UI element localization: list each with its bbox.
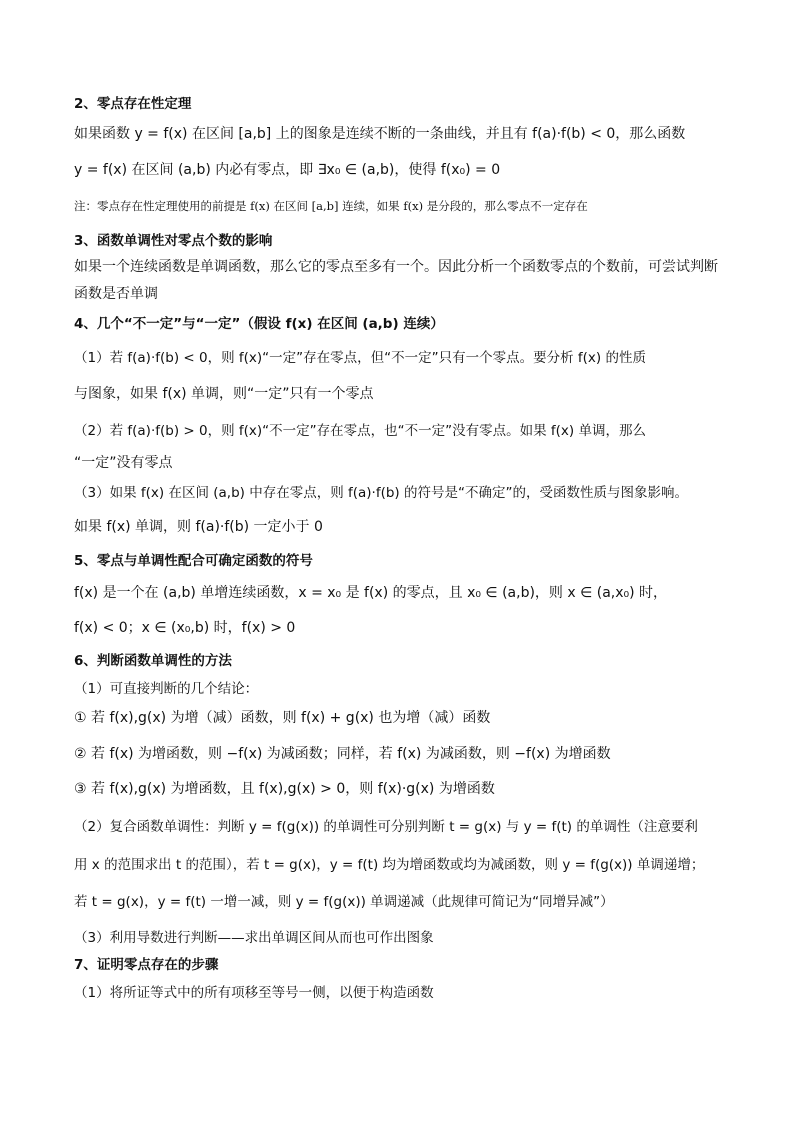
paragraph-line: 如果一个连续函数是单调函数，那么它的零点至多有一个。因此分析一个函数零点的个数前，可尝试判断 bbox=[74, 259, 718, 275]
paragraph-line: 函数是否单调 bbox=[74, 286, 158, 302]
paragraph-line: （2）若 f(a)·f(b) > 0，则 f(x)“不一定”存在零点，也“不一定”没有零点。如果 f(x) 单调，那么 bbox=[74, 423, 646, 439]
section-heading-6: 6、判断函数单调性的方法 bbox=[74, 653, 232, 669]
paragraph-line: 与图象，如果 f(x) 单调，则“一定”只有一个零点 bbox=[74, 386, 374, 402]
paragraph-line: ① 若 f(x),g(x) 为增（减）函数，则 f(x) + g(x) 也为增（减）函数 bbox=[74, 710, 491, 726]
paragraph-line: （3）利用导数进行判断——求出单调区间从而也可作出图象 bbox=[74, 930, 434, 946]
section-heading-4: 4、几个“不一定”与“一定”（假设 f(x) 在区间 (a,b) 连续） bbox=[74, 316, 444, 332]
section-heading-5: 5、零点与单调性配合可确定函数的符号 bbox=[74, 553, 313, 569]
paragraph-line: y = f(x) 在区间 (a,b) 内必有零点，即 ∃x₀ ∈ (a,b)，使得 f(x₀) = 0 bbox=[74, 162, 501, 178]
section-heading-2: 2、零点存在性定理 bbox=[74, 96, 192, 112]
paragraph-line: f(x) 是一个在 (a,b) 单增连续函数，x = x₀ 是 f(x) 的零点，且 x₀ ∈ (a,b)，则 x ∈ (a,x₀) 时， bbox=[74, 585, 668, 601]
section-heading-7: 7、证明零点存在的步骤 bbox=[74, 957, 219, 973]
paragraph-line: （1）若 f(a)·f(b) < 0，则 f(x)“一定”存在零点，但“不一定”只有一个零点。要分析 f(x) 的性质 bbox=[74, 350, 646, 366]
paragraph-line: ② 若 f(x) 为增函数，则 −f(x) 为减函数；同样，若 f(x) 为减函数，则 −f(x) 为增函数 bbox=[74, 746, 611, 762]
paragraph-line: 如果函数 y = f(x) 在区间 [a,b] 上的图象是连续不断的一条曲线，并且有 f(a)·f(b) < 0，那么函数 bbox=[74, 126, 686, 142]
paragraph-line: 若 t = g(x)，y = f(t) 一增一减，则 y = f(g(x)) 单调递减（此规律可简记为“同增异减”） bbox=[74, 894, 614, 910]
paragraph-line: ③ 若 f(x),g(x) 为增函数，且 f(x),g(x) > 0，则 f(x)·g(x) 为增函数 bbox=[74, 781, 495, 797]
paragraph-line: 如果 f(x) 单调，则 f(a)·f(b) 一定小于 0 bbox=[74, 519, 323, 535]
paragraph-line: f(x) < 0；x ∈ (x₀,b) 时，f(x) > 0 bbox=[74, 620, 296, 636]
paragraph-line: （2）复合函数单调性：判断 y = f(g(x)) 的单调性可分别判断 t = g(x) 与 y = f(t) 的单调性（注意要利 bbox=[74, 819, 698, 835]
paragraph-line: （1）可直接判断的几个结论： bbox=[74, 681, 259, 697]
paragraph-line: “一定”没有零点 bbox=[74, 455, 173, 471]
paragraph-line: （1）将所证等式中的所有项移至等号一侧，以便于构造函数 bbox=[74, 985, 434, 1001]
note-line: 注：零点存在性定理使用的前提是 f(x) 在区间 [a,b] 连续，如果 f(x) 是分段的，那么零点不一定存在 bbox=[74, 199, 588, 213]
paragraph-line: 用 x 的范围求出 t 的范围），若 t = g(x)，y = f(t) 均为增函数或均为减函数，则 y = f(g(x)) 单调递增； bbox=[74, 857, 705, 873]
section-heading-3: 3、函数单调性对零点个数的影响 bbox=[74, 233, 273, 249]
paragraph-line: （3）如果 f(x) 在区间 (a,b) 中存在零点，则 f(a)·f(b) 的符号是“不确定”的，受函数性质与图象影响。 bbox=[74, 485, 688, 501]
